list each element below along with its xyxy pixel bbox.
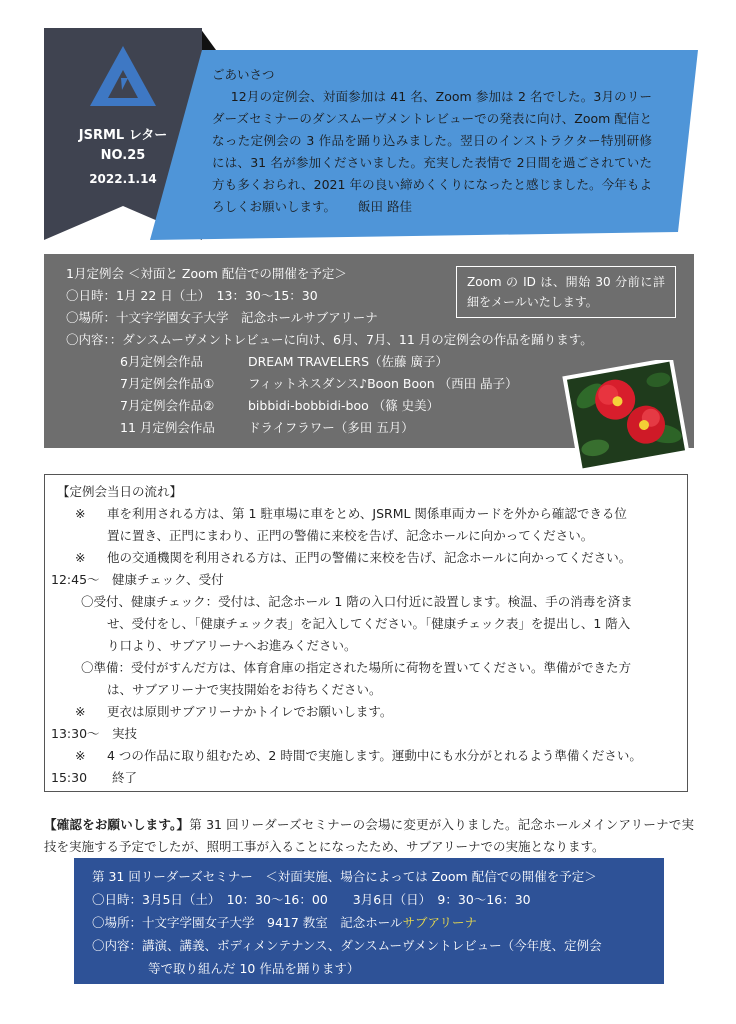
work-item (120, 374, 518, 394)
work-title: フィットネスダンス♪Boon Boon （西田 晶子） (248, 376, 518, 391)
zoom-note: Zoom の ID は、開始 30 分前に詳細をメールいたします。 (456, 266, 676, 318)
note-change: 更衣は原則サブアリーナかトイレでお願いします。 (107, 704, 393, 719)
seminar-content-2: 等で取り組んだ 10 作品を踊ります） (148, 961, 360, 976)
prep-line-2: は、サブアリーナで実技開始をお待ちください。 (107, 682, 382, 697)
work-item (120, 418, 414, 438)
work-item (120, 352, 448, 372)
time-reception: 12:45〜 健康チェック、受付 (51, 572, 224, 587)
note-transit: 他の交通機関を利用される方は、正門の警備に来校を告げ、記念ホールに向かってください。 (107, 550, 632, 565)
meeting-place: 〇場所：十文字学園女子大学 記念ホールサブアリーナ (66, 310, 378, 325)
seminar-info-box (74, 858, 664, 984)
newsletter-title: JSRML レター (78, 128, 168, 143)
meeting-content: 〇内容：：ダンスムーヴメントレビューに向け、6月、7月、11 月の定例会の作品を踊ります。 (66, 332, 593, 347)
time-practice: 13:30〜 実技 (51, 726, 138, 741)
reception-line-1: 〇受付、健康チェック：受付は、記念ホール 1 階の入口付近に設置します。検温、手の消毒を済ま (81, 594, 633, 609)
confirm-notice (44, 814, 694, 858)
work-title: DREAM TRAVELERS（佐藤 廣子） (248, 354, 448, 369)
greeting-section (212, 64, 652, 218)
seminar-place (92, 912, 477, 934)
greeting-body (212, 86, 652, 218)
work-item (120, 396, 439, 416)
camellia-photo (560, 360, 692, 470)
work-label: 7月定例会作品① (120, 376, 215, 391)
reception-line-2: せ、受付をし、「健康チェック表」を記入してください。「健康チェック表」を提出し、1 階入 (107, 616, 631, 631)
note-practice: 4 つの作品に取り組むため、2 時間で実施します。運動中にも水分がとれるよう準備ください。 (107, 748, 642, 763)
note-mark: ※ (75, 748, 86, 763)
confirm-heading: 【確認をお願いします。】 (44, 817, 190, 832)
seminar-content-1: 〇内容：講演、講義、ボディメンテナンス、ダンスムーヴメントレビュー（今年度、定例会 (92, 938, 602, 953)
issue-number: NO.25 (100, 148, 146, 163)
flow-title: 【定例会当日の流れ】 (57, 484, 183, 499)
work-label: 11 月定例会作品 (120, 420, 215, 435)
time-end: 15:30 終了 (51, 770, 138, 785)
note-mark: ※ (75, 506, 86, 521)
work-title: bibbidi-bobbidi-boo （篠 史美） (248, 398, 440, 413)
meeting-datetime: 〇日時：1月 22 日（土） 13：30〜15：30 (66, 288, 318, 303)
meeting-heading: 1月定例会 ＜対面と Zoom 配信での開催を予定＞ (66, 266, 347, 281)
work-title: ドライフラワー（多田 五月） (248, 420, 414, 435)
jsrml-logo-icon (88, 44, 158, 110)
event-flow-box (44, 474, 688, 792)
note-mark: ※ (75, 704, 86, 719)
confirm-body: 第 31 回リーダーズセミナーの会場に変更が入りました。記念ホールメインアリーナで実技を実施する予定でしたが、照明工事が入ることになったため、サブアリーナでの実施となります。 (44, 817, 694, 854)
seminar-datetime: 〇日時：3月5日（土） 10：30〜16：00 3月6日（日） 9：30〜16：30 (92, 892, 531, 907)
seminar-venue-highlight: サブアリーナ (402, 915, 478, 930)
seminar-heading: 第 31 回リーダーズセミナー ＜対面実施、場合によっては Zoom 配信での開催を予定＞ (92, 869, 597, 884)
greeting-author: 飯田 路佳 (358, 199, 412, 214)
note-mark: ※ (75, 550, 86, 565)
greeting-text: 12月の定例会、対面参加は 41 名、Zoom 参加は 2 名でした。3月のリーダーズセミナーのダンスムーヴメントレビューでの発表に向け、Zoom 配信となった定例会の 3 作品を踊り込みました。翌日のインストラクター特別研修には、31 名が参加くださいました。充実した表情で 2日間を過ごされていた方も多くおられ、2021 年の良い締めくくりになったと感じました。今年もよろしくお願いします。 (212, 89, 652, 214)
reception-line-3: り口より、サブアリーナへお進みください。 (107, 638, 357, 653)
greeting-title: ごあいさつ (212, 67, 275, 82)
issue-date: 2022.1.14 (89, 172, 157, 186)
seminar-place-text: 〇場所：十文字学園女子大学 9417 教室 記念ホール (92, 915, 403, 930)
work-label: 7月定例会作品② (120, 398, 215, 413)
prep-line-1: 〇準備：受付がすんだ方は、体育倉庫の指定された場所に荷物を置いてください。準備ができた方 (81, 660, 632, 675)
work-label: 6月定例会作品 (120, 354, 203, 369)
note-car-1: 車を利用される方は、第 1 駐車場に車をとめ、JSRML 関係車両カードを外から確認できる位 (107, 506, 627, 521)
note-car-2: 置に置き、正門にまわり、正門の警備に来校を告げ、記念ホールに向かってください。 (107, 528, 594, 543)
